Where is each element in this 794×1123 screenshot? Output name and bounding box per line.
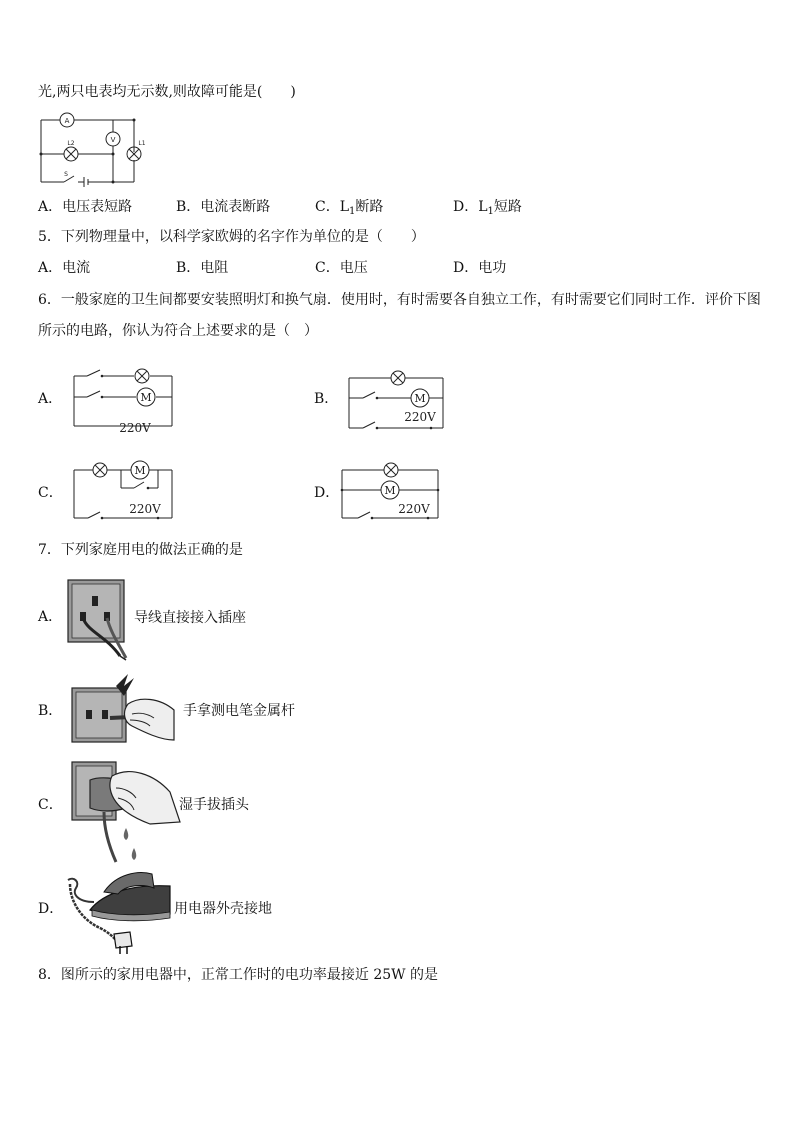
ammeter-label: A [64, 117, 70, 125]
q4-option-a[interactable]: A．电压表短路 [38, 199, 133, 215]
q6-circuit-b [347, 368, 447, 432]
test-pen-hand-icon [70, 670, 178, 746]
q7-option-d[interactable]: D． [38, 901, 64, 917]
q5-option-c[interactable]: C．电压 [315, 260, 368, 276]
q7-option-a[interactable]: A． [38, 609, 63, 625]
q7-option-b[interactable]: B． [38, 703, 63, 719]
q6-option-d[interactable]: D． [314, 485, 340, 501]
q4-stem: 光,两只电表均无示数,则故障可能是( ) [38, 84, 296, 100]
q5-option-a[interactable]: A．电流 [38, 260, 91, 276]
q5-option-b[interactable]: B．电阻 [176, 260, 229, 276]
voltage-label: 220V [129, 502, 161, 516]
voltage-label: 220V [404, 410, 436, 424]
q6-option-c[interactable]: C． [38, 485, 63, 501]
q7-stem: 7．下列家庭用电的做法正确的是 [38, 542, 243, 558]
q8-stem: 8．图所示的家用电器中，正常工作时的电功率最接近 25W 的是 [38, 967, 439, 983]
motor-label: M [140, 391, 152, 404]
wet-hand-plug-icon [70, 758, 182, 868]
q4-option-d[interactable]: D．$L_1$短路 [453, 199, 522, 217]
q7-caption-a: 导线直接接入插座 [134, 610, 246, 626]
q6-stem-line2: 所示的电路，你认为符合上述要求的是（ ） [38, 323, 318, 339]
grounded-iron-icon [64, 862, 174, 956]
motor-label: M [134, 464, 146, 477]
l1-label: L1 [138, 140, 146, 147]
q6-circuit-d [340, 458, 444, 522]
q4-option-c[interactable]: C．$L_1$断路 [315, 199, 384, 217]
q6-option-b[interactable]: B． [314, 391, 339, 407]
q7-caption-c: 湿手拔插头 [179, 797, 249, 813]
q4-circuit-diagram [38, 112, 150, 186]
l2-label: L2 [67, 140, 75, 147]
motor-label: M [414, 392, 426, 405]
q4-option-b[interactable]: B．电流表断路 [176, 199, 271, 215]
socket-with-wires-icon [66, 578, 132, 662]
voltage-label: 220V [119, 421, 151, 435]
q7-caption-d: 用电器外壳接地 [174, 901, 272, 917]
voltage-label: 220V [398, 502, 430, 516]
q6-option-a[interactable]: A． [38, 391, 63, 407]
q5-stem: 5．下列物理量中，以科学家欧姆的名字作为单位的是（ ） [38, 229, 425, 245]
q7-option-c[interactable]: C． [38, 797, 63, 813]
q5-option-d[interactable]: D．电功 [453, 260, 507, 276]
voltmeter-label: V [110, 136, 116, 144]
q6-circuit-c [72, 460, 176, 524]
motor-label: M [384, 484, 396, 497]
switch-label: S [64, 171, 68, 178]
q6-stem-line1: 6．一般家庭的卫生间都要安装照明灯和换气扇．使用时，有时需要各自独立工作，有时需要它们同时工作．评价下图 [38, 292, 761, 308]
q7-caption-b: 手拿测电笔金属杆 [183, 703, 295, 719]
q6-circuit-a [72, 364, 176, 435]
